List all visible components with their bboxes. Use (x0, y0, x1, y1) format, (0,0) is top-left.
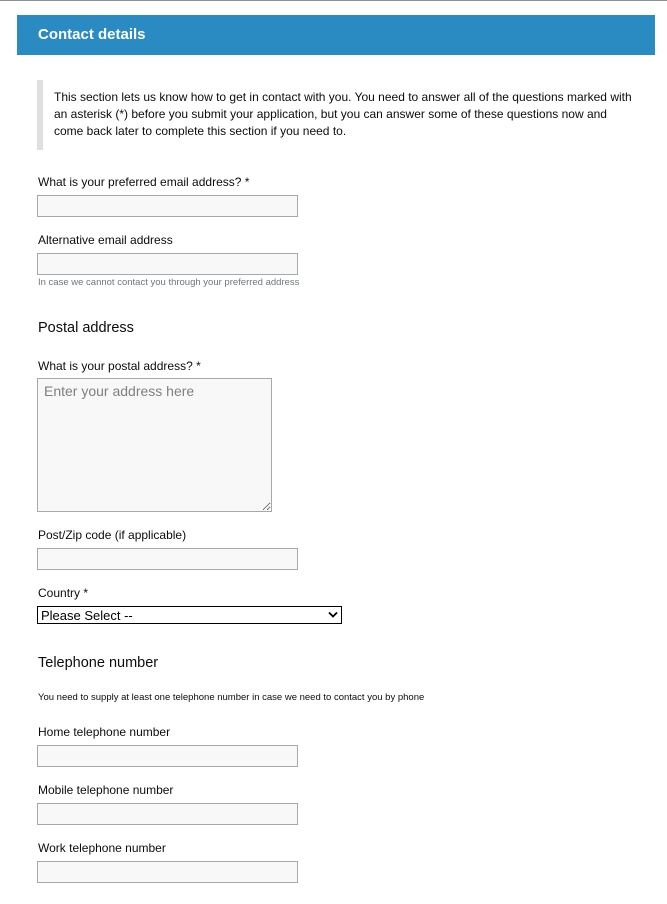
postal-address-textarea[interactable] (37, 378, 272, 512)
postal-address-heading: Postal address (38, 320, 134, 336)
alternative-email-label: Alternative email address (38, 233, 173, 247)
home-telephone-input[interactable] (37, 745, 298, 767)
chevron-down-icon (328, 611, 338, 619)
section-title: Contact details (38, 26, 146, 43)
home-telephone-label: Home telephone number (38, 725, 171, 739)
country-selected-value: Please Select -- (41, 608, 133, 623)
section-banner (17, 15, 655, 55)
alternative-email-hint: In case we cannot contact you through your preferred address (38, 277, 300, 288)
telephone-note: You need to supply at least one telephone number in case we need to contact you by phone (38, 692, 425, 703)
intro-panel (37, 80, 633, 150)
country-select[interactable] (37, 606, 342, 624)
mobile-telephone-input[interactable] (37, 803, 298, 825)
postcode-input[interactable] (37, 548, 298, 570)
postal-address-label: What is your postal address? * (38, 359, 201, 373)
intro-text: This section lets us know how to get in contact with you. You need to answer all of the questions marked with an asterisk (*) before you submit your application, but you can answer some of these questions now and come back later to complete this section if you need to. (54, 90, 632, 138)
top-divider (0, 0, 667, 1)
work-telephone-input[interactable] (37, 861, 298, 883)
mobile-telephone-label: Mobile telephone number (38, 783, 174, 797)
preferred-email-label: What is your preferred email address? * (38, 175, 250, 189)
postcode-label: Post/Zip code (if applicable) (38, 528, 187, 542)
telephone-heading: Telephone number (38, 655, 159, 671)
work-telephone-label: Work telephone number (38, 841, 166, 855)
country-label: Country * (38, 586, 89, 600)
preferred-email-input[interactable] (37, 195, 298, 217)
alternative-email-input[interactable] (37, 253, 298, 275)
